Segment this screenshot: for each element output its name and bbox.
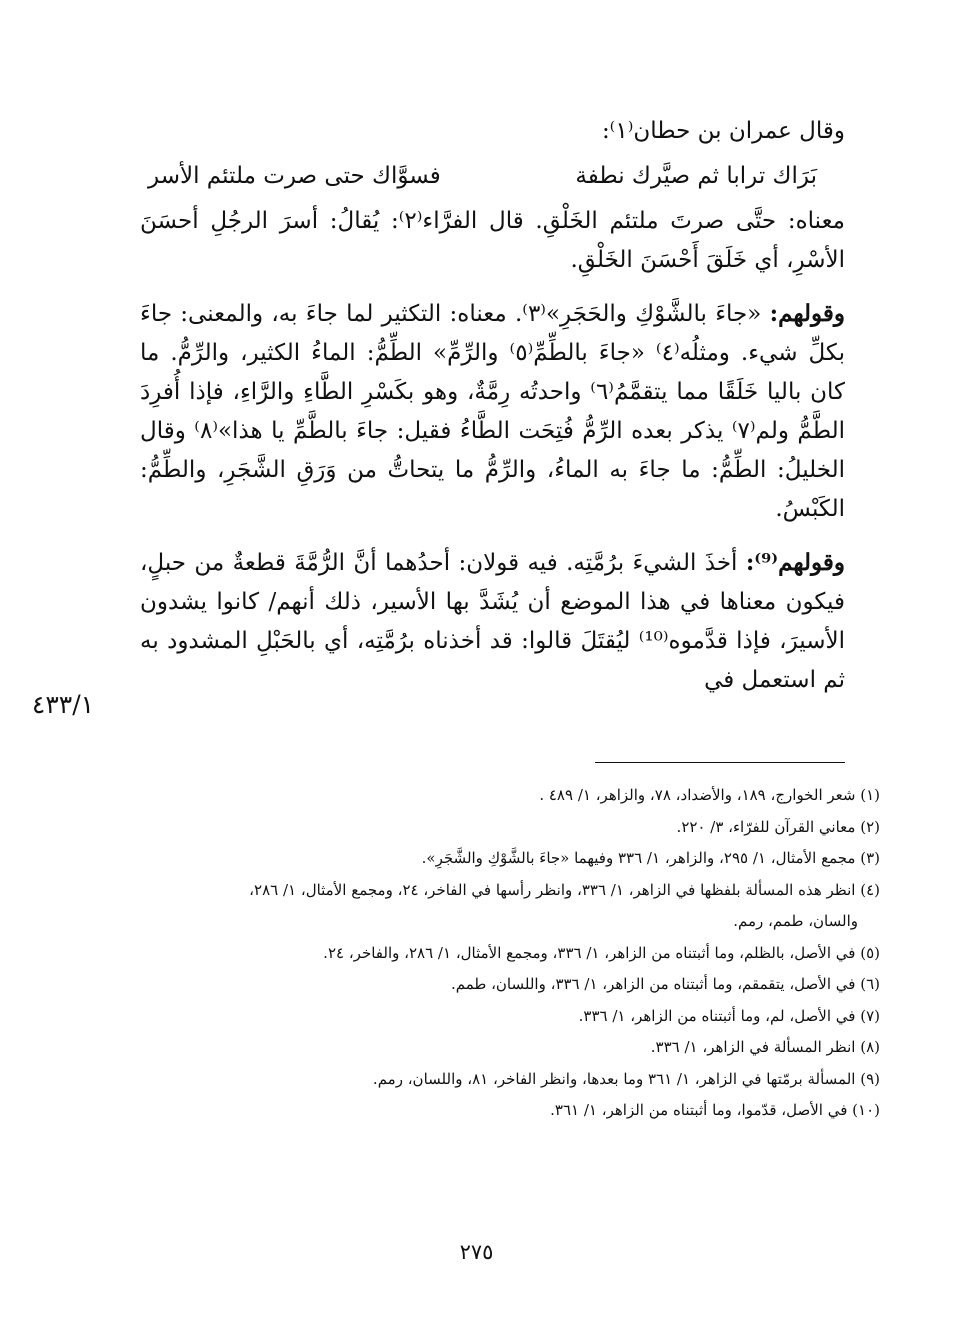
poem-intro: وقال عمران بن حطان⁽١⁾: — [601, 118, 845, 144]
paragraph-rumma — [140, 543, 845, 700]
main-text — [140, 112, 845, 700]
verse-first-hemistich: بَرَاك ترابا ثم صيَّرك نطفة — [575, 163, 817, 189]
page-number: ٢٧٥ — [459, 1240, 494, 1264]
footnote: (٢) معاني القرآن للفرّاء، ٣/ ٢٢٠. — [676, 817, 880, 836]
footnote: (٥) في الأصل، بالظلم، وما أثبتناه من الزاهر، ١/ ٣٣٦، ومجمع الأمثال، ١/ ٢٨٦، والفاخر، ٢٤. — [323, 943, 880, 962]
paragraph-lead: وقولهم: — [769, 300, 845, 327]
footnote: (٤) انظر هذه المسألة بلفظها في الزاهر، ١/ ٣٣٦، وانظر رأسها في الفاخر، ٢٤، ومجمع الأمثال، ١/ ٢٨٦، — [249, 880, 880, 899]
footnote: (٨) انظر المسألة في الزاهر، ١/ ٣٣٦. — [650, 1038, 880, 1056]
footnote: (٩) المسألة برمّتها في الزاهر، ١/ ٣٦١ وما بعدها، وانظر الفاخر، ٨١، واللسان، رمم. — [372, 1069, 880, 1088]
paragraph-shawk — [140, 294, 845, 529]
margin-reference: ٤٣٣/١ — [31, 690, 95, 719]
footnote: (٧) في الأصل، لم، وما أثبتناه من الزاهر، ١/ ٣٣٦. — [578, 1006, 880, 1025]
paragraph-body: أخذَ الشيءَ برُمَّتِه. فيه قولان: أحدُهما أنَّ الرُّمَّةَ قطعةٌ من حبلٍ، فيكون معناها في هذا الموضع أن يُشَدَّ بها الأسير، ذلك أنهم/ كانوا يشدون الأسيرَ، فإذا قدَّموه⁽¹⁰⁾ ليُقتَلَ قالوا: قد أخذناه برُمَّتِه، أي بالحَبْلِ المشدود به ثم استعمل في — [140, 550, 845, 693]
paragraph-lead: وقولهم⁽⁹⁾: — [745, 549, 845, 576]
verse-line — [140, 157, 845, 196]
footnotes — [140, 780, 880, 1127]
paragraph-meaning: معناه: حتَّى صرتَ ملتئم الخَلْقِ. قال الفرَّاء⁽٢⁾: يُقالُ: أسرَ الرجُلِ أحسَنَ الأسْرِ، أي خَلَقَ أَحْسَنَ الخَلْقِ. — [140, 208, 845, 273]
footnote: (٣) مجمع الأمثال، ١/ ٢٩٥، والزاهر، ١/ ٣٣٦ وفيهما «جاءَ بالشَّوْكِ والشَّجَرِ». — [421, 849, 880, 867]
verse-second-hemistich: فسوَّاك حتى صرت ملتئم الأسر — [148, 163, 441, 189]
paragraph-body: «جاءَ بالشَّوْكِ والحَجَرِ»⁽٣⁾. معناه: التكثير لما جاءَ به، والمعنى: جاءَ بكلِّ شيء. ومثلُه⁽٤⁾ «جاءَ بالطِّمِّ⁽٥⁾ والرِّمِّ» الطِّمُّ: الماءُ الكثير، والرِّمُّ. ما كان باليا خَلَقًا مما يتقمَّمُ⁽٦⁾ واحدتُه رِمَّةٌ، وهو بكَسْرِ الطَّاءِ والرَّاءِ، فإذا أُفرِدَ الطَّمُّ ولم⁽٧⁾ يذكر بعده الرِّمُّ فُتِحَت الطَّاءُ فقيل: جاءَ بالطَّمِّ يا هذا»⁽٨⁾ وقال الخليلُ: الطِّمُّ: ما جاءَ به الماءُ، والرِّمُّ ما يتحاتُّ من وَرَقِ الشَّجَرِ، والطِّمُّ: الكَبْسُ. — [140, 301, 845, 522]
footnote: (١) شعر الخوارج، ١٨٩، والأضداد، ٧٨، والزاهر، ١/ ٤٨٩ . — [539, 786, 880, 804]
footnote-continuation: والسان، طمم، رمم. — [733, 912, 858, 930]
footnote: (٦) في الأصل، يتقمقم، وما أثبتناه من الزاهر، ١/ ٣٣٦، واللسان، طمم. — [450, 975, 880, 993]
footnote: (١٠) في الأصل، قدّموا، وما أثبتناه من الزاهر، ١/ ٣٦١. — [550, 1101, 880, 1119]
footnote-divider — [595, 762, 845, 763]
